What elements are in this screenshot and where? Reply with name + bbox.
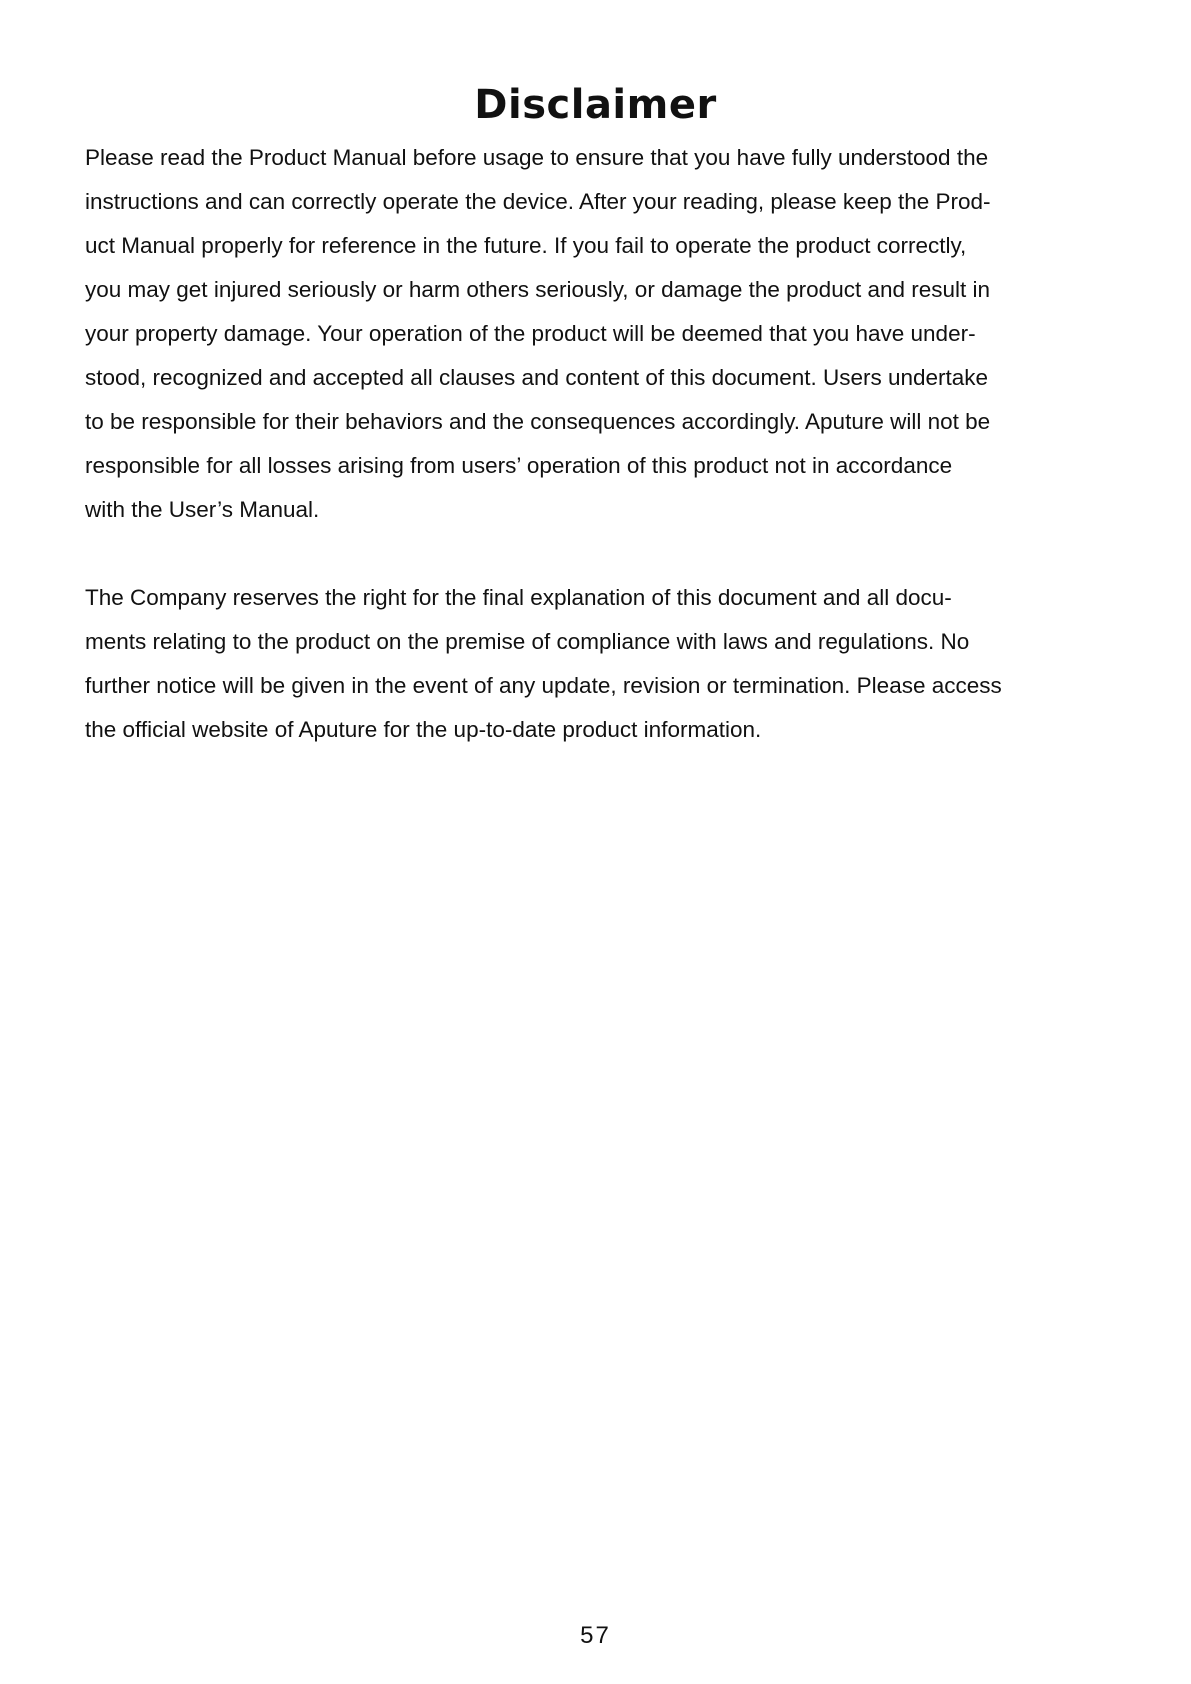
text-line: stood, recognized and accepted all clauses and content of this document. Users undertake	[85, 365, 989, 390]
text-line: you may get injured seriously or harm others seriously, or damage the product and result in	[85, 277, 991, 302]
text-line: responsible for all losses arising from users’ operation of this product not in accordance	[85, 453, 953, 478]
disclaimer-paragraph-1	[85, 136, 1115, 532]
text-line: Please read the Product Manual before usage to ensure that you have fully understood the	[85, 145, 989, 170]
disclaimer-body	[85, 136, 1115, 752]
text-line: ments relating to the product on the premise of compliance with laws and regulations. No	[85, 629, 970, 654]
text-line: to be responsible for their behaviors and the consequences accordingly. Aputure will not be	[85, 409, 991, 434]
text-line: further notice will be given in the event of any update, revision or termination. Please access	[85, 673, 1002, 698]
page-number: 57	[580, 1622, 611, 1649]
page-title: Disclaimer	[474, 82, 717, 128]
text-line: the official website of Aputure for the up-to-date product information.	[85, 717, 762, 742]
disclaimer-paragraph-2	[85, 576, 1115, 752]
text-line: uct Manual properly for reference in the future. If you fail to operate the product correctly,	[85, 233, 967, 258]
text-line: with the User’s Manual.	[85, 497, 320, 522]
text-line: The Company reserves the right for the final explanation of this document and all docu-	[85, 585, 952, 610]
text-line: instructions and can correctly operate the device. After your reading, please keep the Prod-	[85, 189, 991, 214]
text-line: your property damage. Your operation of the product will be deemed that you have under-	[85, 321, 976, 346]
